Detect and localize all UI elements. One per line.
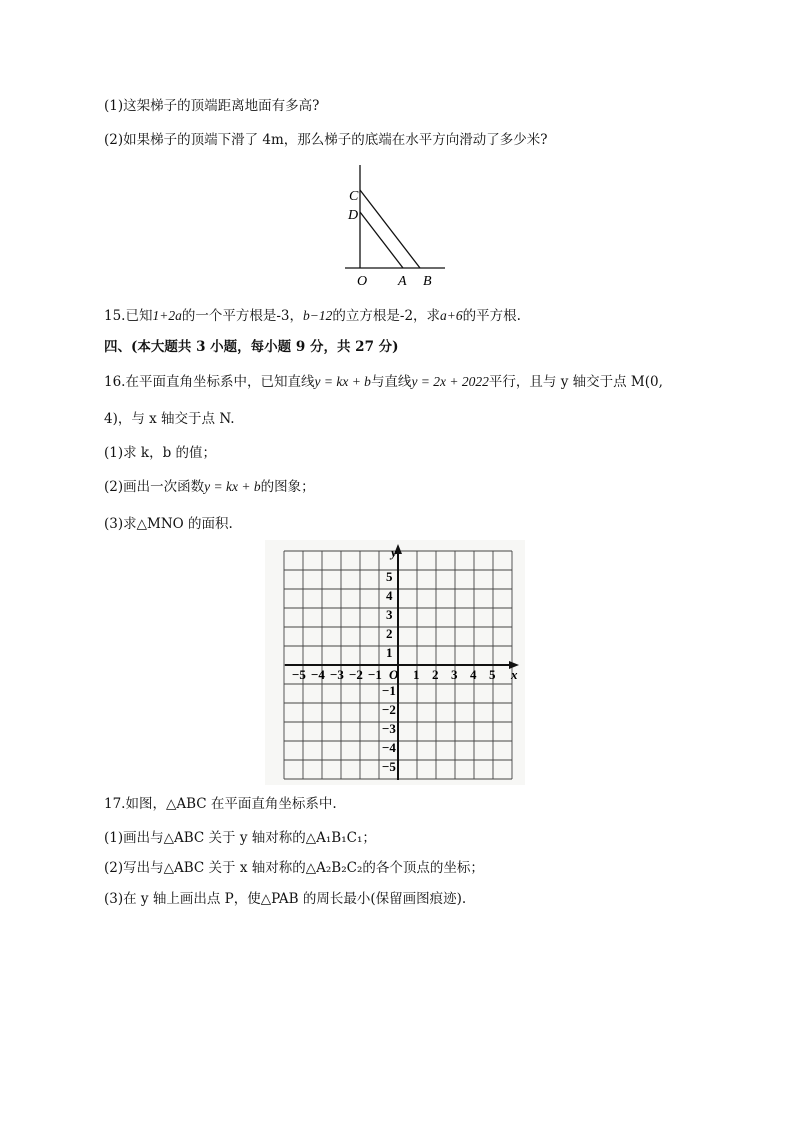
label-o: O [357,274,368,289]
x-tick-label: 5 [489,667,496,682]
q16-part2-expr: y = kx + b [204,479,261,494]
q16-part2-text-a: (2)画出一次函数 [104,479,205,495]
x-tick-label: 3 [451,667,458,682]
x-tick-label: −1 [368,667,382,682]
q16-text-c: 平行，且与 y 轴交于点 M(0, [488,374,663,390]
q15-expr3: a+6 [440,308,463,323]
q16-stem-cont: 4)，与 x 轴交于点 N. [104,411,235,427]
q17-stem: 17.如图，△ABC 在平面直角坐标系中. [104,796,337,812]
q17-part1: (1)画出与△ABC 关于 y 轴对称的△A₁B₁C₁； [104,830,376,846]
x-tick-label: 1 [413,667,420,682]
q14-part2: (2)如果梯子的顶端下滑了 4m，那么梯子的底端在水平方向滑动了多少米? [104,132,548,148]
x-tick-label: 4 [470,667,477,682]
q15-text-b: 的一个平方根是-3， [181,308,304,324]
q14-part1: (1)这架梯子的顶端距离地面有多高? [104,98,320,114]
q16-text-a: 16.在平面直角坐标系中，已知直线 [104,374,315,390]
x-tick-label: −4 [311,667,325,682]
q16-part3: (3)求△MNO 的面积. [104,516,233,532]
y-tick-label: −5 [382,759,396,774]
coordinate-grid-figure [265,540,525,785]
q16-part1: (1)求 k，b 的值； [104,445,217,461]
q15-text-d: 的平方根. [462,308,521,324]
origin-label: O [389,667,399,682]
q15-text-c: 的立方根是-2，求 [332,308,441,324]
y-tick-label: 2 [386,626,393,641]
x-axis-label: x [511,667,518,682]
q15-text-a: 15.已知 [104,308,153,324]
q16-text-b: 与直线 [370,374,412,390]
section-four-heading: 四、(本大题共 3 小题，每小题 9 分，共 27 分) [104,339,399,355]
q16-part2 [104,478,315,496]
q15 [104,307,521,325]
q16-stem [104,373,663,391]
y-tick-label: −2 [382,702,396,717]
x-tick-label: −5 [292,667,306,682]
label-c: C [349,189,359,204]
label-a: A [398,274,407,289]
x-tick-label: 2 [432,667,439,682]
q17-part2: (2)写出与△ABC 关于 x 轴对称的△A₂B₂C₂的各个顶点的坐标； [104,860,484,876]
y-axis-label: y [391,545,397,560]
y-tick-label: 3 [386,607,393,622]
y-tick-label: −1 [382,683,396,698]
q16-part2-text-b: 的图象； [260,479,315,495]
x-tick-label: −2 [349,667,363,682]
y-tick-label: 1 [386,645,393,660]
q16-expr2: y = 2x + 2022 [411,374,489,389]
label-b: B [423,274,432,289]
q15-expr1: 1+2a [152,308,182,323]
ladder-figure [335,160,455,290]
q16-expr1: y = kx + b [314,374,371,389]
y-tick-label: −3 [382,721,396,736]
q15-expr2: b−12 [303,308,333,323]
y-tick-label: 5 [386,569,393,584]
q17-part3: (3)在 y 轴上画出点 P，使△PAB 的周长最小(保留画图痕迹). [104,891,467,907]
label-d: D [348,208,359,223]
y-tick-label: −4 [382,740,396,755]
x-tick-label: −3 [330,667,344,682]
y-tick-label: 4 [386,588,393,603]
